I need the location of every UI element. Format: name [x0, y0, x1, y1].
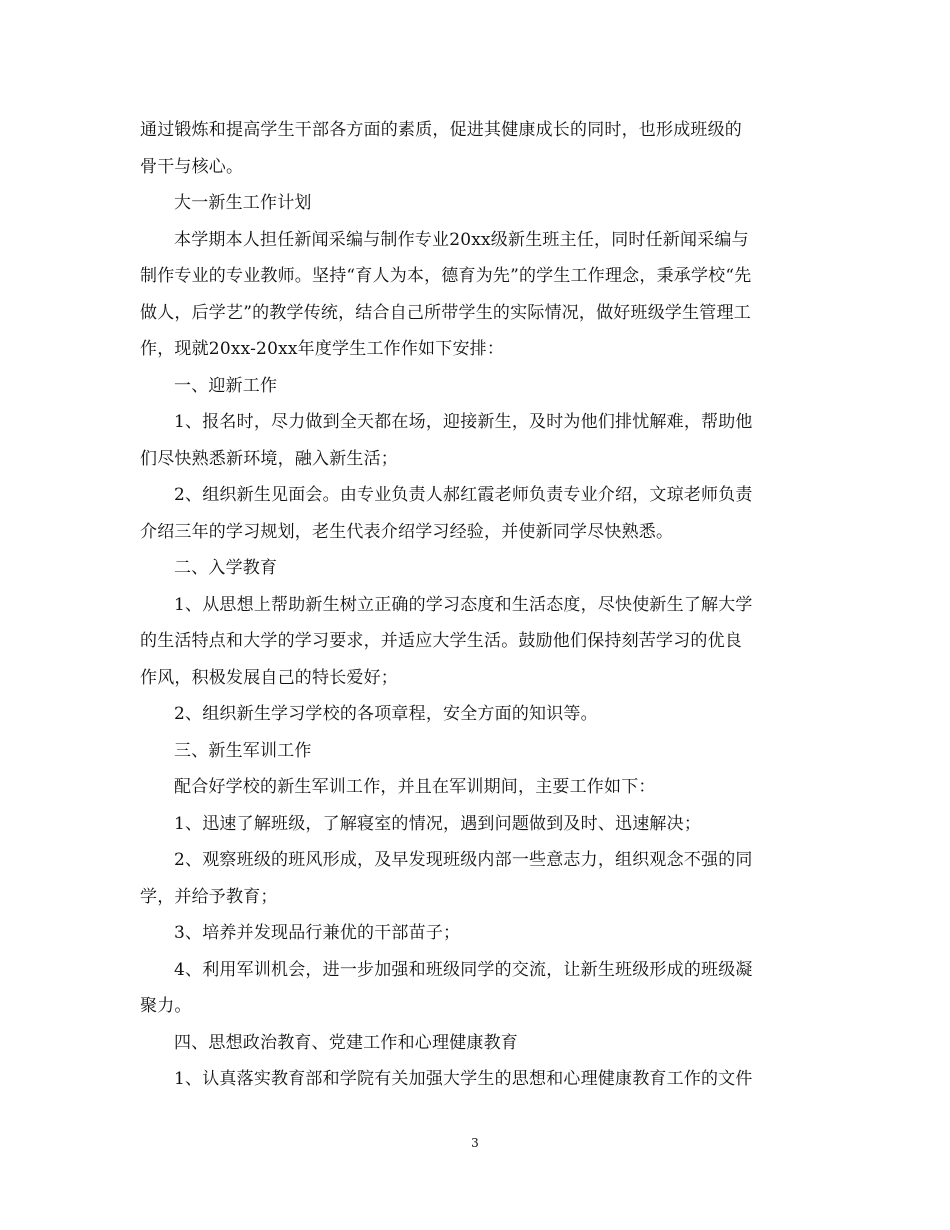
- text-line: 3、培养并发现品行兼优的干部苗子；: [174, 923, 461, 943]
- page-number: 3: [471, 1136, 479, 1150]
- text-line: 聚力。: [140, 996, 192, 1016]
- text-line: 2、观察班级的班风形成，及早发现班级内部一些意志力，组织观念不强的同: [174, 850, 753, 870]
- text-line: 做人，后学艺”的教学传统，结合自己所带学生的实际情况，做好班级学生管理工: [140, 302, 751, 323]
- text-line: 配合好学校的新生军训工作，并且在军训期间，主要工作如下：: [174, 777, 656, 797]
- section-heading: 四、思想政治教育、党建工作和心理健康教育: [174, 1032, 518, 1053]
- text-line: 通过锻炼和提高学生干部各方面的素质，促进其健康成长的同时，也形成班级的: [140, 120, 742, 140]
- text-line: 1、报名时，尽力做到全天都在场，迎接新生，及时为他们排忧解难，帮助他: [174, 412, 753, 432]
- text-line: 介绍三年的学习规划，老生代表介绍学习经验，并使新同学尽快熟悉。: [140, 521, 674, 542]
- section-heading: 一、迎新工作: [174, 375, 278, 396]
- section-heading: 大一新生工作计划: [174, 193, 312, 213]
- text-line: 制作专业的专业教师。坚持“育人为本，德育为先”的学生工作理念，秉承学校“先: [140, 266, 752, 286]
- text-line: 2、组织新生学习学校的各项章程，安全方面的知识等。: [174, 704, 598, 724]
- text-line: 1、认真落实教育部和学院有关加强大学生的思想和心理健康教育工作的文件: [174, 1069, 753, 1089]
- text-line: 1、迅速了解班级，了解寝室的情况，遇到问题做到及时、迅速解决；: [174, 813, 702, 834]
- text-line: 作，现就20xx-20xx年度学生工作作如下安排：: [140, 339, 505, 359]
- text-line: 1、从思想上帮助新生树立正确的学习态度和生活态度，尽快使新生了解大学: [174, 594, 753, 615]
- text-line: 的生活特点和大学的学习要求，并适应大学生活。鼓励他们保持刻苦学习的优良: [140, 631, 742, 651]
- text-line: 本学期本人担任新闻采编与制作专业20xx级新生班主任，同时任新闻采编与: [174, 229, 749, 250]
- text-line: 学，并给予教育；: [140, 886, 278, 907]
- text-line: 们尽快熟悉新环境，融入新生活；: [140, 448, 398, 469]
- text-line: 2、组织新生见面会。由专业负责人郝红霞老师负责专业介绍，文琼老师负责: [174, 485, 753, 505]
- text-line: 作风，积极发展自己的特长爱好；: [140, 667, 398, 688]
- section-heading: 二、入学教育: [174, 558, 278, 578]
- document-body: [140, 112, 820, 1098]
- text-line: 骨干与核心。: [140, 156, 244, 177]
- section-heading: 三、新生军训工作: [174, 740, 312, 761]
- text-line: 4、利用军训机会，进一步加强和班级同学的交流，让新生班级形成的班级凝: [174, 959, 753, 980]
